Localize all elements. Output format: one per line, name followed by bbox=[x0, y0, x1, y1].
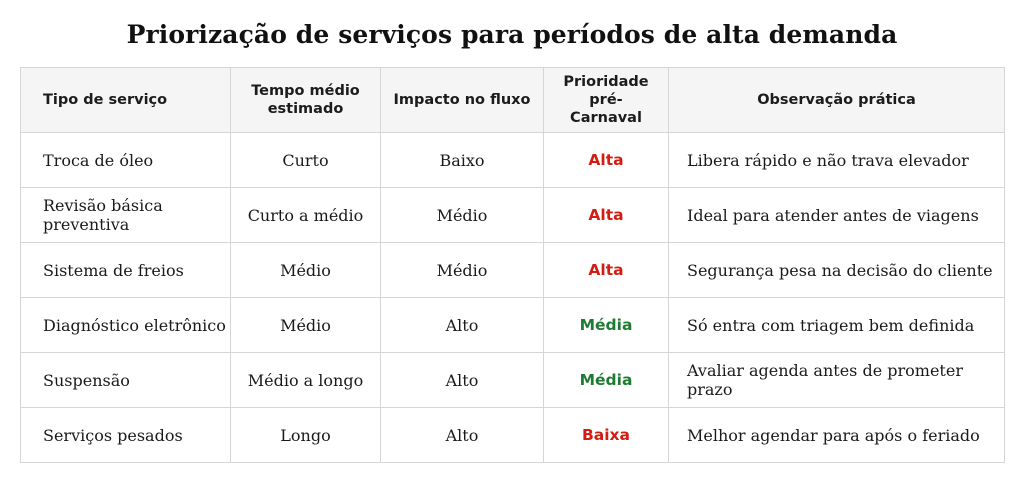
cell-impact: Médio bbox=[381, 243, 544, 298]
priority-table bbox=[20, 67, 1005, 463]
table-row bbox=[21, 408, 1005, 463]
table-header-row bbox=[21, 68, 1005, 133]
cell-priority: Média bbox=[544, 353, 669, 408]
cell-impact: Médio bbox=[381, 188, 544, 243]
table-row bbox=[21, 243, 1005, 298]
cell-time: Longo bbox=[231, 408, 381, 463]
column-header-priority: Prioridade pré-Carnaval bbox=[544, 68, 669, 133]
cell-priority: Alta bbox=[544, 243, 669, 298]
cell-note: Ideal para atender antes de viagens bbox=[669, 188, 1005, 243]
table-row bbox=[21, 353, 1005, 408]
cell-service: Serviços pesados bbox=[21, 408, 231, 463]
cell-note: Segurança pesa na decisão do cliente bbox=[669, 243, 1005, 298]
cell-impact: Alto bbox=[381, 408, 544, 463]
cell-priority: Média bbox=[544, 298, 669, 353]
cell-priority: Alta bbox=[544, 133, 669, 188]
cell-time: Médio a longo bbox=[231, 353, 381, 408]
cell-service: Sistema de freios bbox=[21, 243, 231, 298]
cell-service: Troca de óleo bbox=[21, 133, 231, 188]
cell-note: Libera rápido e não trava elevador bbox=[669, 133, 1005, 188]
table-row bbox=[21, 298, 1005, 353]
table-header bbox=[21, 68, 1005, 133]
page-title: Priorização de serviços para períodos de alta demanda bbox=[126, 20, 898, 49]
column-header-note: Observação prática bbox=[669, 68, 1005, 133]
column-header-service: Tipo de serviço bbox=[21, 68, 231, 133]
cell-note: Avaliar agenda antes de prometer prazo bbox=[669, 353, 1005, 408]
cell-impact: Baixo bbox=[381, 133, 544, 188]
cell-time: Curto a médio bbox=[231, 188, 381, 243]
cell-service: Revisão básica preventiva bbox=[21, 188, 231, 243]
cell-note: Melhor agendar para após o feriado bbox=[669, 408, 1005, 463]
column-header-time: Tempo médio estimado bbox=[231, 68, 381, 133]
cell-impact: Alto bbox=[381, 353, 544, 408]
column-header-impact: Impacto no fluxo bbox=[381, 68, 544, 133]
cell-service: Diagnóstico eletrônico bbox=[21, 298, 231, 353]
cell-priority: Baixa bbox=[544, 408, 669, 463]
cell-time: Curto bbox=[231, 133, 381, 188]
table-body bbox=[21, 133, 1005, 463]
cell-time: Médio bbox=[231, 298, 381, 353]
cell-priority: Alta bbox=[544, 188, 669, 243]
table-row bbox=[21, 188, 1005, 243]
cell-service: Suspensão bbox=[21, 353, 231, 408]
cell-impact: Alto bbox=[381, 298, 544, 353]
cell-note: Só entra com triagem bem definida bbox=[669, 298, 1005, 353]
table-row bbox=[21, 133, 1005, 188]
cell-time: Médio bbox=[231, 243, 381, 298]
